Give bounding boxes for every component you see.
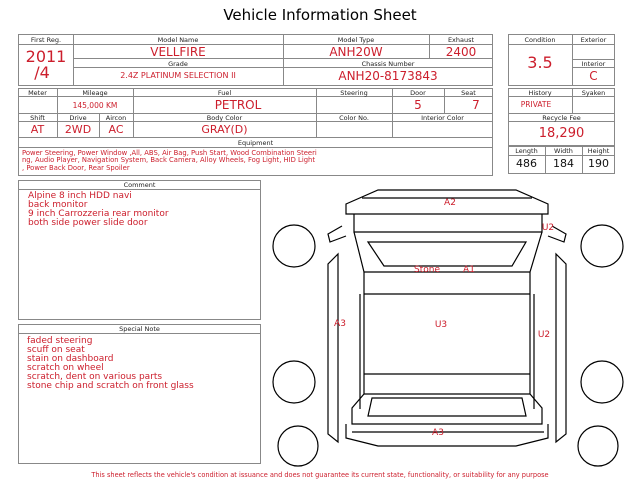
special-note-line-4: scratch on wheel <box>27 363 104 373</box>
drive-label: Drive <box>69 114 87 122</box>
fuel: PETROL <box>214 98 262 112</box>
grade-label: Grade <box>168 60 188 68</box>
special-note-line-3: stain on dashboard <box>27 354 114 364</box>
door-label: Door <box>410 89 426 97</box>
special-note-line-6: stone chip and scratch on front glass <box>27 381 194 391</box>
height-label: Height <box>587 147 610 155</box>
exhaust-label: Exhaust <box>447 36 475 44</box>
interior-grade: C <box>589 69 598 83</box>
comment-line-2: back monitor <box>28 200 88 210</box>
seat-label: Seat <box>461 89 476 97</box>
condition-grade: 3.5 <box>527 53 553 72</box>
divider <box>508 155 615 156</box>
syaken-label: Syaken <box>581 89 606 97</box>
history: PRIVATE <box>520 100 552 109</box>
first-reg-year: 2011 <box>25 47 67 66</box>
mileage: 145,000 KM <box>72 101 118 110</box>
interior-label: Interior <box>581 60 606 68</box>
chassis-number: ANH20-8173843 <box>338 69 438 83</box>
special-note-label: Special Note <box>119 325 160 333</box>
disclaimer: This sheet reflects the vehicle's condition at issuance and does not guarantee its current state, functionality, or suitability for any purpose <box>91 471 549 479</box>
sheet-title: Vehicle Information Sheet <box>223 6 417 24</box>
drive: 2WD <box>64 123 92 136</box>
damage-mark-roof: U3 <box>434 320 448 330</box>
aircon: AC <box>108 123 124 136</box>
height: 190 <box>588 157 609 170</box>
comment-line-1: Alpine 8 inch HDD navi <box>28 191 132 201</box>
model-type-label: Model Type <box>337 36 375 44</box>
length: 486 <box>516 157 537 170</box>
width: 184 <box>553 157 574 170</box>
damage-mark-front: A2 <box>444 198 456 208</box>
equipment-line-1: Power Steering, Power Window ,All, ABS, Air Bag, Push Start, Wood Combination Steeri <box>22 149 317 157</box>
divider <box>508 44 615 45</box>
model-type: ANH20W <box>329 45 383 59</box>
shift-label: Shift <box>30 114 45 122</box>
equipment-label: Equipment <box>237 139 274 147</box>
fuel-label: Fuel <box>217 89 232 97</box>
divider <box>18 44 74 45</box>
comment-line-4: both side power slide door <box>28 218 148 228</box>
door: 5 <box>414 98 422 112</box>
interior-color-label: Interior Color <box>421 114 464 122</box>
damage-mark-windshield-text: Stone <box>414 265 440 275</box>
equipment-line-3: , Power Back Door, Rear Spoiler <box>22 164 130 172</box>
divider <box>18 189 261 190</box>
special-note-line-2: scuff on seat <box>27 345 85 355</box>
damage-mark-right-rear: U2 <box>537 330 551 340</box>
damage-mark-windshield: A1 <box>463 265 475 275</box>
model-name-label: Model Name <box>157 36 199 44</box>
color-no-label: Color No. <box>339 114 369 122</box>
special-note-line-5: scratch, dent on various parts <box>27 372 163 382</box>
body-color: GRAY(D) <box>201 123 248 136</box>
mileage-label: Mileage <box>82 89 108 97</box>
first-reg-label: First Reg. <box>30 36 62 44</box>
divider <box>18 147 493 148</box>
divider <box>18 333 261 334</box>
aircon-label: Aircon <box>105 114 127 122</box>
chassis-label: Chassis Number <box>361 60 415 68</box>
body-color-label: Body Color <box>206 114 243 122</box>
recycle-fee-label: Recycle Fee <box>542 114 581 122</box>
special-note-line-1: faded steering <box>27 336 93 346</box>
exhaust: 2400 <box>445 45 477 59</box>
steering-label: Steering <box>340 89 368 97</box>
shift: AT <box>30 123 45 136</box>
comment-label: Comment <box>123 181 156 189</box>
meter-label: Meter <box>28 89 47 97</box>
equipment-line-2: ng, Audio Player, Navigation System, Back Camera, Alloy Wheels, Fog Light, HID Light <box>22 156 316 164</box>
seat: 7 <box>472 98 480 112</box>
damage-mark-right-front: U2 <box>541 223 555 233</box>
comment-line-3: 9 inch Carrozzeria rear monitor <box>28 209 169 219</box>
condition-label: Condition <box>524 36 556 44</box>
damage-mark-left-side: A3 <box>334 319 346 329</box>
width-label: Width <box>554 147 573 155</box>
grade: 2.4Z PLATINUM SELECTION II <box>120 71 236 80</box>
first-reg-month: /4 <box>34 63 50 82</box>
length-label: Length <box>515 147 538 155</box>
recycle-fee: 18,290 <box>538 126 585 141</box>
model-name: VELLFIRE <box>150 45 206 59</box>
history-label: History <box>528 89 552 97</box>
exterior-label: Exterior <box>580 36 607 44</box>
damage-mark-rear: A3 <box>432 428 444 438</box>
